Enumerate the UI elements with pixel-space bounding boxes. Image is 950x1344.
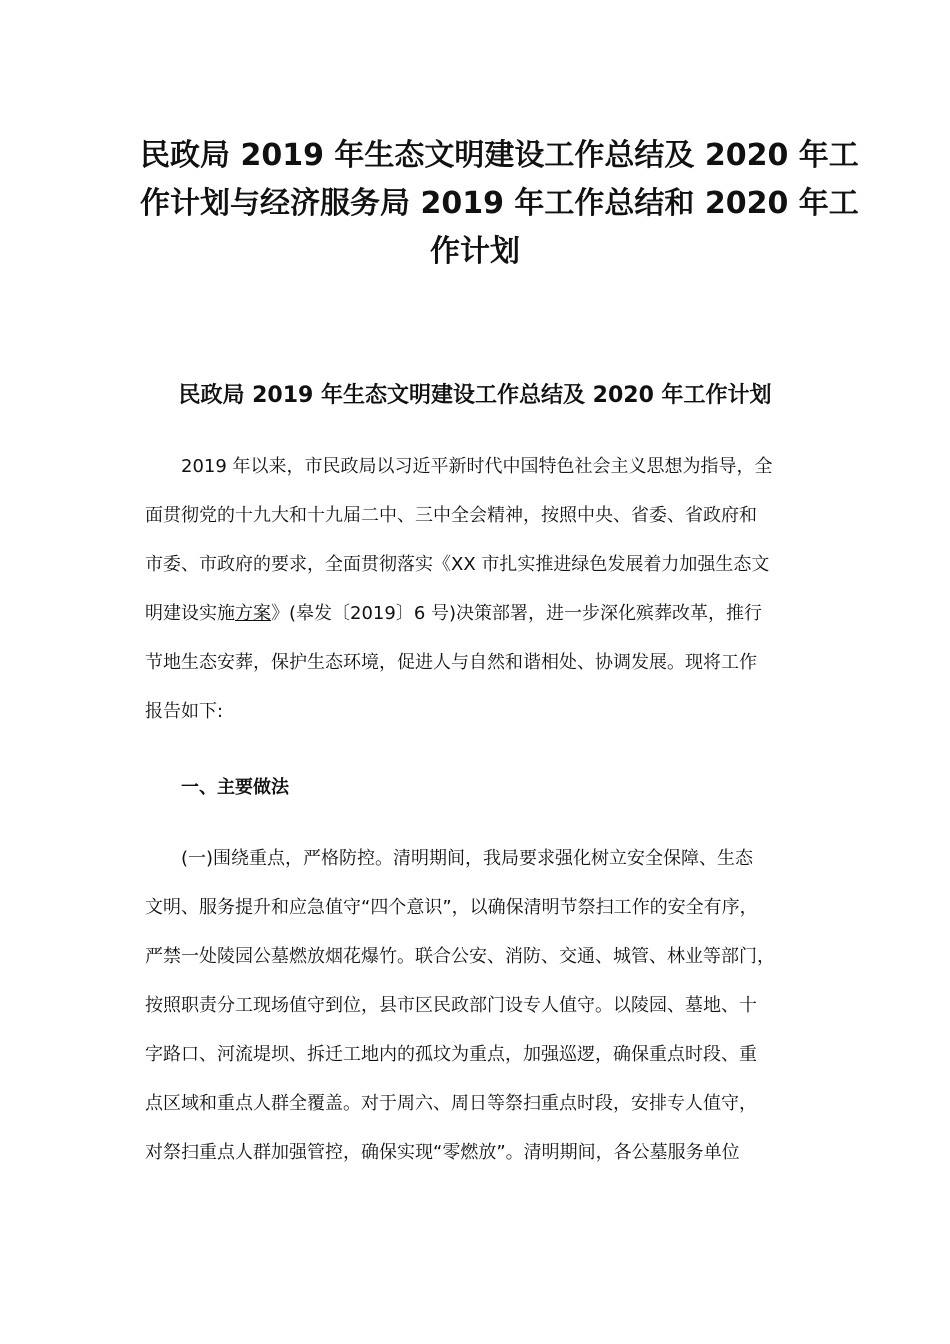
text-line: 严禁一处陵园公墓燃放烟花爆竹。联合公安、消防、交通、城管、林业等部门，: [145, 946, 775, 967]
text-line: 对祭扫重点人群加强管控，确保实现“零燃放”。清明期间，各公墓服务单位: [145, 1142, 740, 1163]
text-line: 2019 年以来，市民政局以习近平新时代中国特色社会主义思想为指导，全: [181, 456, 773, 477]
text-line: (一)围绕重点，严格防控。清明期间，我局要求强化树立安全保障、生态: [181, 848, 754, 869]
title-line: 作计划: [430, 234, 520, 269]
text-line: 按照职责分工现场值守到位，县市区民政部门设专人值守。以陵园、墓地、十: [145, 995, 757, 1016]
text-segment: 明建设实施: [145, 603, 235, 624]
body-paragraph: [145, 834, 805, 1177]
text-line: 字路口、河流堤坝、拆迁工地内的孤坟为重点，加强巡逻，确保重点时段、重: [145, 1044, 757, 1065]
text-line: 报告如下:: [145, 701, 224, 722]
intro-paragraph: [145, 442, 805, 736]
text-line: 点区域和重点人群全覆盖。对于周六、周日等祭扫重点时段，安排专人值守，: [145, 1093, 757, 1114]
document-title: [140, 132, 859, 276]
text-line: 市委、市政府的要求，全面贯彻落实《XX 市扎实推进绿色发展着力加强生态文: [145, 554, 770, 575]
text-line: 面贯彻党的十九大和十九届二中、三中全会精神，按照中央、省委、省政府和: [145, 505, 757, 526]
text-line-with-link: [145, 589, 805, 638]
plan-link[interactable]: 方案: [235, 603, 271, 624]
text-line: 文明、服务提升和应急值守“四个意识”，以确保清明节祭扫工作的安全有序，: [145, 897, 758, 918]
section-heading: 一、主要做法: [181, 777, 289, 798]
text-segment: 》(皋发〔2019〕6 号)决策部署，进一步深化殡葬改革，推行: [271, 603, 763, 624]
text-line: 节地生态安葬，保护生态环境，促进人与自然和谐相处、协调发展。现将工作: [145, 652, 757, 673]
title-line: 民政局 2019 年生态文明建设工作总结及 2020 年工: [140, 138, 859, 173]
title-line: 作计划与经济服务局 2019 年工作总结和 2020 年工: [140, 186, 859, 221]
section-title: 民政局 2019 年生态文明建设工作总结及 2020 年工作计划: [178, 383, 772, 408]
